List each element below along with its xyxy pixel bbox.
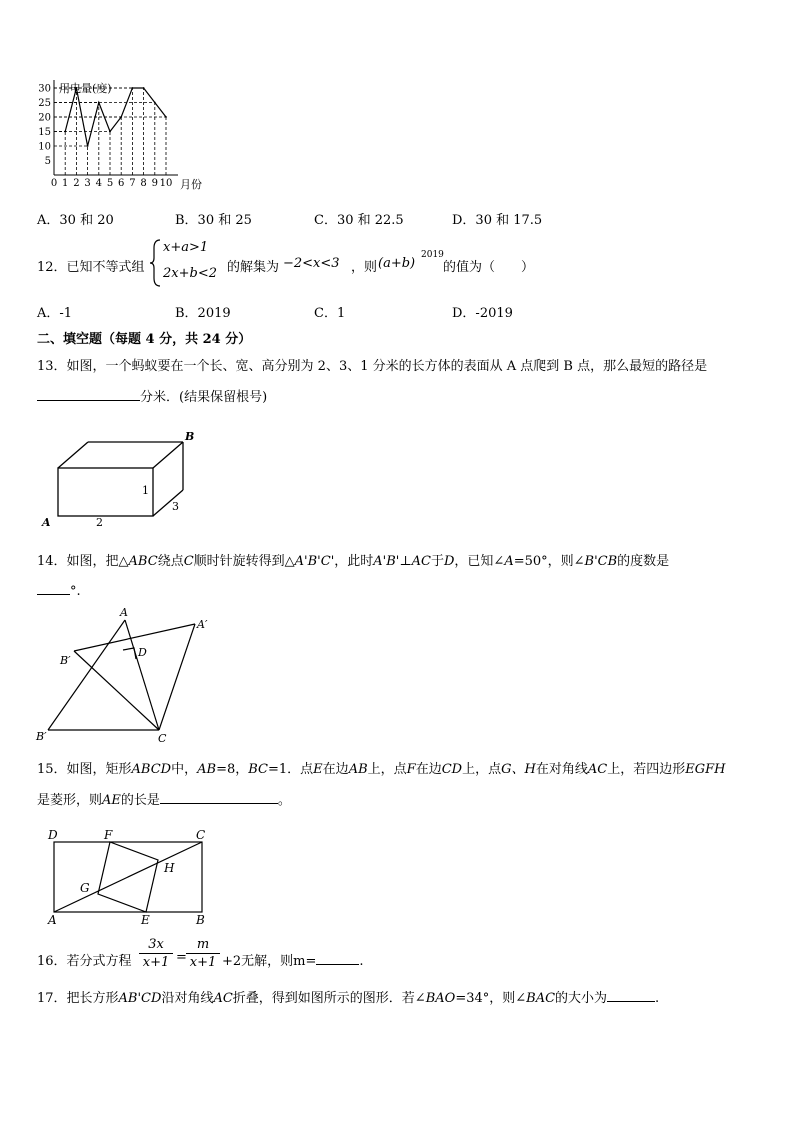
q14-label-d: D bbox=[138, 646, 147, 659]
q14-rotation-figure bbox=[32, 604, 217, 744]
q13-text-line-2: 分米．(结果保留根号) bbox=[140, 390, 268, 405]
chart-x-tick-label: 1 bbox=[62, 178, 69, 189]
chart-x-axis-label: 月份 bbox=[180, 178, 202, 191]
q16-suffix-line: +2无解，则m= . bbox=[222, 950, 364, 969]
chart-data-point bbox=[143, 87, 145, 89]
q12-exponent: 2019 bbox=[421, 250, 444, 260]
q12-prefix: 12．已知不等式组 bbox=[37, 260, 145, 275]
q11-option-a[interactable]: A．30 和 20 bbox=[37, 213, 114, 228]
chart-y-tick-label: 20 bbox=[38, 112, 51, 124]
q16-fraction-2: m x+1 bbox=[186, 937, 220, 972]
chart-x-tick-label: 7 bbox=[129, 178, 136, 189]
q13-label-b: B bbox=[185, 430, 195, 443]
q14-text-line-1: 14．如图，把△ABC绕点C顺时针旋转得到△A'B'C'，此时A'B'⊥AC于D，已知∠A=50°，则∠B'CB的度数是 bbox=[37, 554, 670, 569]
chart-y-tick-label: 5 bbox=[44, 156, 51, 167]
chart-x-tick-label: 3 bbox=[84, 178, 91, 189]
chart-x-tick-label: 2 bbox=[73, 178, 80, 189]
q16-prefix: 16．若分式方程 bbox=[37, 954, 132, 969]
q15-label-d: D bbox=[48, 828, 58, 842]
q15-rectangle-rhombus-figure bbox=[38, 824, 218, 930]
chart-data-point bbox=[132, 87, 134, 89]
q14-label-a-prime: A′ bbox=[197, 618, 208, 631]
q15-label-g: G bbox=[80, 881, 90, 895]
q15-label-b: B bbox=[196, 913, 205, 927]
q15-label-c: C bbox=[196, 828, 206, 842]
q13-cuboid-figure bbox=[38, 428, 208, 533]
q14-label-b-prime: B′ bbox=[60, 654, 71, 667]
q14-answer-blank[interactable] bbox=[37, 580, 70, 595]
q14-line-2: °. bbox=[37, 580, 81, 599]
q11-option-c[interactable]: C．30 和 22.5 bbox=[314, 213, 404, 228]
chart-y-tick-label: 30 bbox=[38, 83, 51, 95]
q13-text-line-1: 13．如图，一个蚂蚁要在一个长、宽、高分别为 2、3、1 分米的长方体的表面从 A 点爬到 B 点，那么最短的路径是 bbox=[37, 359, 708, 374]
q12-option-d[interactable]: D．-2019 bbox=[452, 306, 513, 321]
q15-label-e: E bbox=[141, 913, 150, 927]
chart-x-tick-label: 4 bbox=[95, 178, 102, 189]
q12-mid: 的解集为 bbox=[227, 260, 280, 275]
q17-answer-blank[interactable] bbox=[607, 987, 655, 1002]
q12-eq2: 2x+b<2 bbox=[163, 266, 217, 281]
section-2-heading: 二、填空题（每题 4 分，共 24 分） bbox=[37, 332, 252, 347]
chart-data-point bbox=[165, 116, 167, 118]
q13-answer-blank[interactable] bbox=[37, 386, 140, 401]
q17-text: 17．把长方形AB'CD沿对角线AC折叠，得到如图所示的图形．若∠BAO=34°，则∠BAC的大小为 . bbox=[37, 987, 659, 1006]
q14-label-c: C bbox=[158, 732, 167, 744]
chart-data-point bbox=[64, 131, 66, 133]
chart-y-tick-label: 25 bbox=[38, 98, 51, 109]
q16-fraction-1: 3x x+1 bbox=[139, 937, 173, 972]
chart-data-point bbox=[154, 102, 156, 104]
q13-label-width: 3 bbox=[172, 500, 179, 513]
q12-expr: (a+b) bbox=[378, 256, 416, 271]
q16-answer-blank[interactable] bbox=[316, 950, 359, 965]
chart-data-point bbox=[87, 145, 89, 147]
q15-label-f: F bbox=[104, 828, 113, 842]
q15-answer-blank[interactable] bbox=[160, 789, 278, 804]
chart-data-point bbox=[98, 102, 100, 104]
q12-left-brace bbox=[150, 238, 162, 288]
q12-suffix: 的值为（ ） bbox=[443, 260, 535, 275]
q13-label-length: 2 bbox=[96, 516, 103, 529]
q16-equals: = bbox=[176, 950, 187, 965]
chart-x-tick-label: 0 bbox=[50, 178, 58, 189]
q12-option-b[interactable]: B．2019 bbox=[175, 306, 231, 321]
q14-label-b: B′ bbox=[36, 730, 47, 743]
chart-x-tick-label: 6 bbox=[118, 178, 125, 189]
q12-option-a[interactable]: A．-1 bbox=[37, 306, 73, 321]
chart-x-tick-label: 8 bbox=[140, 178, 147, 189]
q12-range: −2<x<3 bbox=[283, 256, 340, 271]
q15-line-2: 是菱形，则AE的长是 。 bbox=[37, 789, 291, 808]
q15-text-line-1: 15．如图，矩形ABCD中，AB=8，BC=1．点E在边AB上，点F在边CD上，点G、H在对角线AC上，若四边形EGFH bbox=[37, 762, 726, 777]
q12-mid2: ，则 bbox=[351, 260, 378, 275]
q14-label-a: A bbox=[120, 606, 128, 619]
chart-x-tick-label: 10 bbox=[159, 178, 173, 189]
chart-y-tick-label: 15 bbox=[38, 127, 51, 138]
q11-option-d[interactable]: D．30 和 17.5 bbox=[452, 213, 543, 228]
chart-y-axis-label: 用电量(度) bbox=[59, 82, 112, 95]
q12-option-c[interactable]: C．1 bbox=[314, 306, 346, 321]
chart-data-point bbox=[120, 116, 122, 118]
chart-x-tick-label: 5 bbox=[106, 178, 114, 189]
chart-y-tick-label: 10 bbox=[38, 141, 51, 153]
q12-eq1: x+a>1 bbox=[163, 240, 209, 255]
chart-data-point bbox=[109, 131, 111, 133]
q13-label-a: A bbox=[42, 516, 51, 529]
q15-label-h: H bbox=[164, 861, 175, 875]
electricity-line-chart bbox=[30, 80, 230, 195]
q13-label-height: 1 bbox=[142, 484, 149, 497]
chart-x-tick-label: 9 bbox=[151, 178, 158, 189]
q13-line-2 bbox=[37, 386, 267, 405]
q11-option-b[interactable]: B．30 和 25 bbox=[175, 213, 252, 228]
q15-label-a: A bbox=[48, 913, 57, 927]
